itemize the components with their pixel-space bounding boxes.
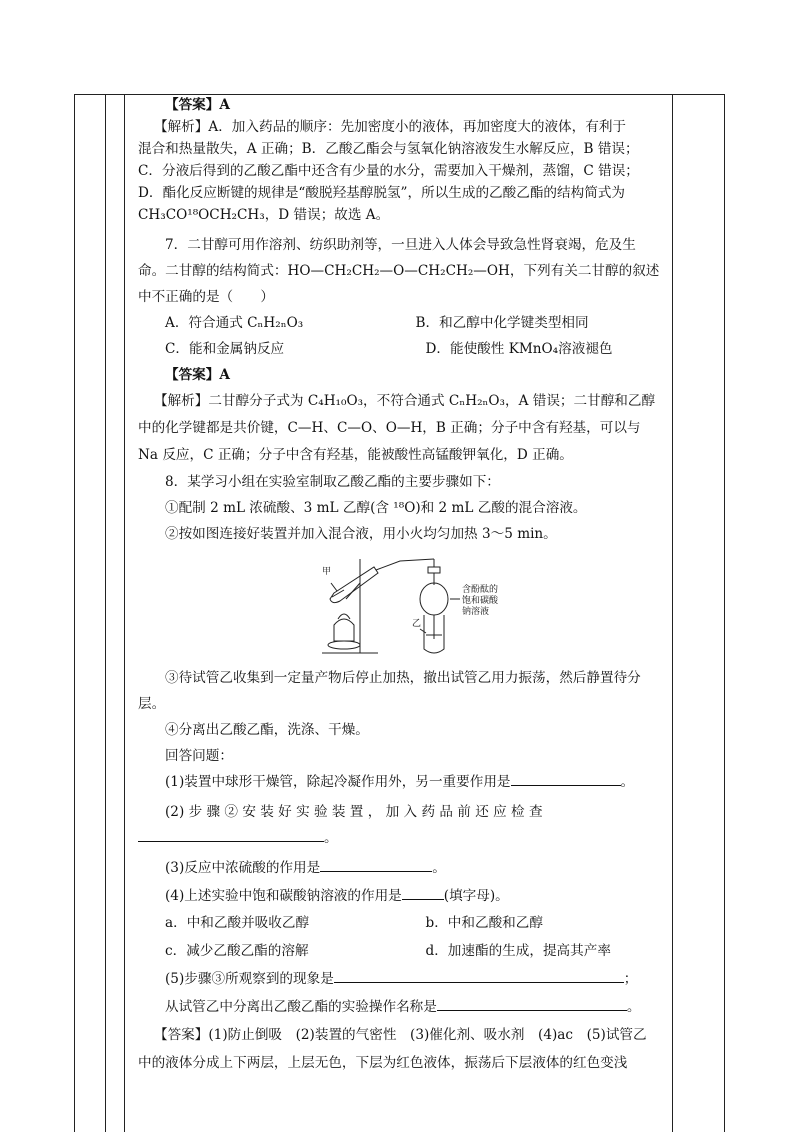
table-border-left xyxy=(74,94,75,1132)
q7-stem-line: 中不正确的是（ ） xyxy=(138,289,274,305)
answer-blank[interactable] xyxy=(402,885,444,900)
answer-blank[interactable] xyxy=(320,857,432,872)
q7-stem-line: 命。二甘醇的结构简式：HO—CH₂CH₂—O—CH₂CH₂—OH，下列有关二甘醇的叙述 xyxy=(138,263,660,279)
q8-sub-4-options-row xyxy=(138,909,666,937)
diagram-flask-label-line: 钠溶液 xyxy=(462,607,490,617)
q8-sub-4-option-c: c．减少乙酸乙酯的溶解 xyxy=(165,943,309,959)
answer-blank[interactable] xyxy=(334,968,624,983)
q6-analysis-line: 【解析】A．加入药品的顺序：先加密度小的液体，再加密度大的液体，有利于 xyxy=(154,119,627,135)
table-column-divider xyxy=(124,94,125,1132)
table-border-right xyxy=(724,94,725,1132)
q8-prompt: 回答问题： xyxy=(165,748,233,764)
q8-sub-5b-end: 。 xyxy=(626,999,641,1015)
q7-option-b: B．和乙醇中化学键类型相同 xyxy=(415,315,589,331)
q8-answer-line: 中的液体分成上下两层，上层无色，下层为红色液体，振荡后下层液体的红色变浅 xyxy=(138,1055,628,1071)
q8-sub-5b-text: 从试管乙中分离出乙酸乙酯的实验操作名称是 xyxy=(165,999,437,1015)
q8-sub-2-blank-line xyxy=(138,825,666,851)
q8-sub-4-text: (4)上述实验中饱和碳酸钠溶液的作用是 xyxy=(165,888,402,904)
q7-options-row xyxy=(138,336,666,362)
q8-step-4: ④分离出乙酸乙酯，洗涤、干燥。 xyxy=(165,722,369,738)
q8-sub-2-end: 。 xyxy=(324,830,338,846)
q8-sub-3-end: 。 xyxy=(432,860,446,876)
table-column-divider xyxy=(105,94,106,1132)
q8-sub-4 xyxy=(138,883,666,909)
q7-option-d: D．能使酸性 KMnO₄溶液褪色 xyxy=(425,341,613,357)
answer-blank[interactable] xyxy=(511,771,621,786)
diagram-label-jia: 甲 xyxy=(322,567,332,577)
q8-sub-3-text: (3)反应中浓硫酸的作用是 xyxy=(165,860,321,876)
q7-analysis-line: 中的化学键都是共价键，C—H、C—O、O—H，B 正确；分子中含有羟基，可以与 xyxy=(138,420,641,436)
apparatus-drawing xyxy=(138,553,666,661)
diagram-flask-label xyxy=(462,585,498,618)
q8-sub-5-text: (5)步骤③所观察到的现象是 xyxy=(165,971,334,987)
q8-sub-4-option-d: d．加速酯的生成，提高其产率 xyxy=(425,943,611,959)
q6-analysis-line: C．分液后得到的乙酸乙酯中还含有少量的水分，需要加入干燥剂，蒸馏，C 错误； xyxy=(138,163,639,179)
q7-answer: 【答案】A xyxy=(165,367,230,383)
q7-option-a: A．符合通式 CₙH₂ₙO₃ xyxy=(165,315,304,331)
q8-step-3-line: 层。 xyxy=(138,696,166,712)
q8-sub-4-option-b: b．中和乙酸和乙醇 xyxy=(425,915,543,931)
q7-stem-line: 7．二甘醇可用作溶剂、纺织助剂等，一旦进入人体会导致急性肾衰竭，危及生 xyxy=(165,237,636,253)
q8-sub-1-text: (1)装置中球形干燥管，除起冷凝作用外，另一重要作用是 xyxy=(165,774,511,790)
q6-analysis-line: 混合和热量散失，A 正确；B．乙酸乙酯会与氢氧化钠溶液发生水解反应，B 错误； xyxy=(138,141,639,157)
q8-sub-5b xyxy=(138,993,666,1021)
diagram-label-yi: 乙 xyxy=(412,619,422,629)
q8-sub-1-end: 。 xyxy=(620,774,635,790)
q6-answer: 【答案】A xyxy=(165,97,230,113)
q8-step-2: ②按如图连接好装置并加入混合液，用小火均匀加热 3～5 min。 xyxy=(165,526,557,542)
q8-sub-4-option-a: a．中和乙酸并吸收乙醇 xyxy=(165,915,310,931)
q8-stem: 8．某学习小组在实验室制取乙酸乙酯的主要步骤如下： xyxy=(165,474,500,490)
q6-analysis-line: D．酯化反应断键的规律是“酸脱羟基醇脱氢”，所以生成的乙酸乙酯的结构简式为 xyxy=(138,185,625,201)
apparatus-diagram xyxy=(138,553,666,661)
q8-step-3-line: ③待试管乙收集到一定量产物后停止加热，撤出试管乙用力振荡，然后静置待分 xyxy=(165,670,641,686)
q8-step-1: ①配制 2 mL 浓硫酸、3 mL 乙醇(含 ¹⁸O)和 2 mL 乙酸的混合溶液。 xyxy=(165,500,587,516)
q7-analysis-line: 【解析】二甘醇分子式为 C₄H₁₀O₃，不符合通式 CₙH₂ₙO₃，A 错误；二甘醇和乙醇 xyxy=(154,393,656,409)
q8-sub-2-line: (2) 步 骤 ② 安 装 好 实 验 装 置 ， 加 入 药 品 前 还 应 检 查 xyxy=(165,804,543,820)
answer-blank[interactable] xyxy=(138,827,324,842)
diagram-flask-label-line: 饱和碳酸 xyxy=(462,596,499,606)
q7-options-row xyxy=(138,310,666,336)
q7-option-c: C．能和金属钠反应 xyxy=(165,341,285,357)
table-column-divider xyxy=(672,94,673,1132)
document-body xyxy=(138,94,666,1077)
q8-sub-5 xyxy=(138,965,666,993)
q8-sub-5-end: ； xyxy=(623,971,638,987)
q8-sub-3 xyxy=(138,855,666,881)
q6-analysis-line: CH₃CO¹⁸OCH₂CH₃，D 错误；故选 A。 xyxy=(138,207,390,223)
q8-sub-4-end: (填字母)。 xyxy=(443,888,509,904)
q7-analysis-line: Na 反应，C 正确；分子中含有羟基，能被酸性高锰酸钾氧化，D 正确。 xyxy=(138,447,573,463)
answer-blank[interactable] xyxy=(437,996,627,1011)
q8-answer-line: 【答案】(1)防止倒吸 (2)装置的气密性 (3)催化剂、吸水剂 (4)ac (5)试管乙 xyxy=(154,1027,647,1043)
q8-sub-4-options-row xyxy=(138,937,666,965)
q8-sub-1 xyxy=(138,769,666,795)
diagram-flask-label-line: 含酚酞的 xyxy=(462,585,499,595)
